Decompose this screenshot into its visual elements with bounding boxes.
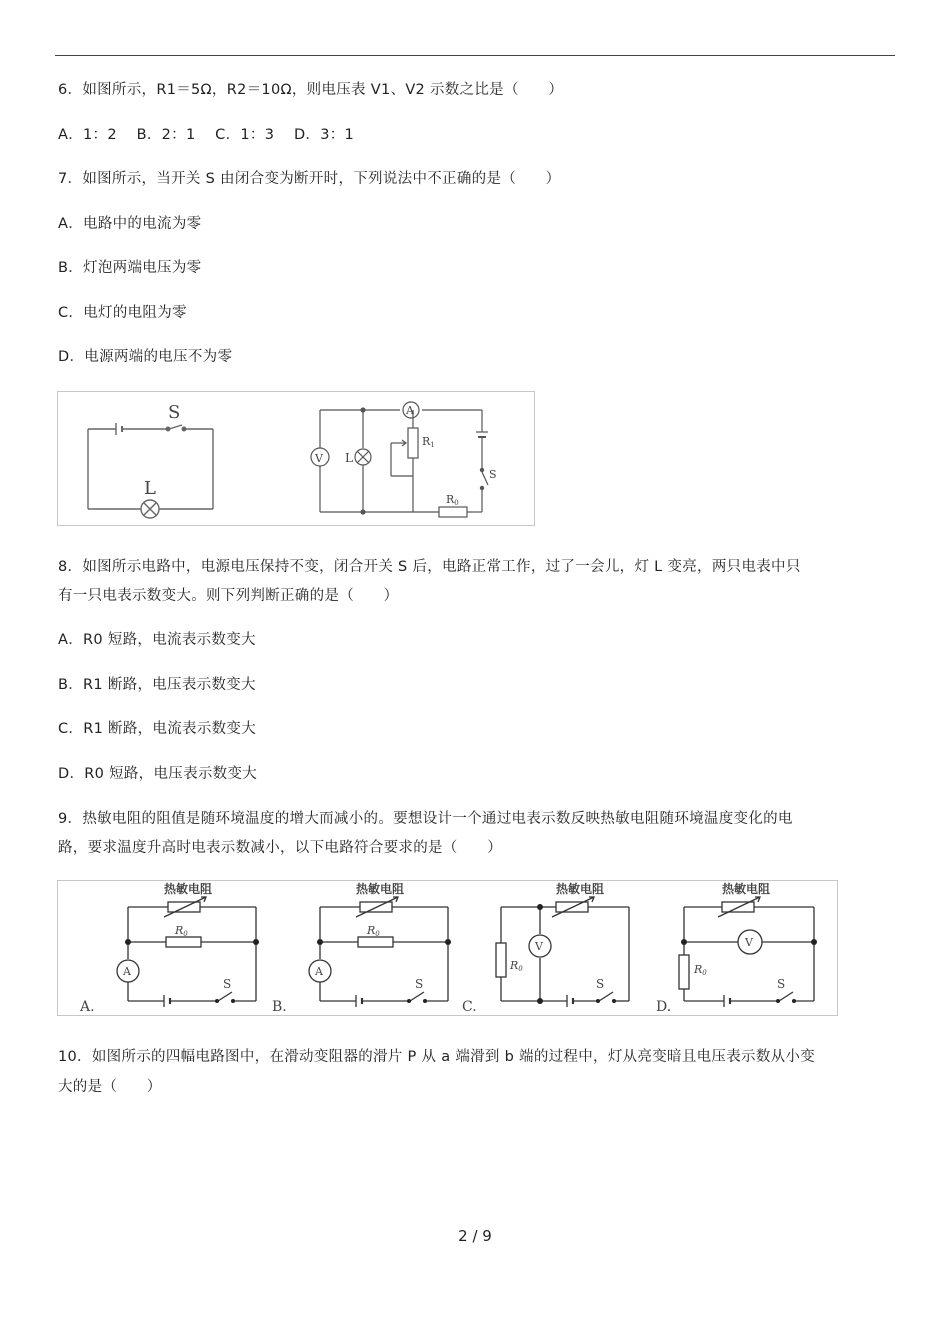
q6-stem: 6．如图所示，R1＝5Ω，R2＝10Ω，则电压表 V1、V2 示数之比是（ ）: [58, 82, 564, 98]
switch-label: S: [489, 468, 497, 481]
r0-label: R0: [694, 963, 707, 977]
r0-label: R0: [510, 959, 523, 973]
voltmeter-symbol: V: [535, 940, 543, 953]
q7-stem: 7．如图所示，当开关 S 由闭合变为断开时，下列说法中不正确的是（ ）: [58, 171, 561, 187]
r0-label: R0: [175, 924, 188, 938]
r0-label: R0: [446, 493, 459, 507]
option-d-label: D.: [656, 999, 672, 1015]
option-c-label: C.: [462, 999, 477, 1015]
header-rule: [55, 55, 895, 56]
q7-option-a: A．电路中的电流为零: [58, 216, 202, 232]
thermistor-label: 热敏电阻: [556, 882, 605, 896]
q7-option-c: C．电灯的电阻为零: [58, 305, 187, 321]
thermistor-label: 热敏电阻: [722, 882, 771, 896]
q10-stem-line1: 10．如图所示的四幅电路图中，在滑动变阻器的滑片 P 从 a 端滑到 b 端的过程中，灯从亮变暗且电压表示数从小变: [58, 1049, 816, 1065]
series-circuit-diagram: [88, 423, 213, 518]
switch-label: S: [223, 977, 232, 991]
circuit-option-c: [462, 881, 629, 1015]
q8-option-b: B．R1 断路，电压表示数变大: [58, 677, 256, 693]
option-b-label: B.: [272, 999, 287, 1015]
q8-option-a: A．R0 短路，电流表示数变大: [58, 632, 256, 648]
ammeter-symbol: A: [315, 965, 323, 978]
ammeter-symbol: A: [123, 965, 131, 978]
switch-label: S: [415, 977, 424, 991]
q8-option-d: D．R0 短路，电压表示数变大: [58, 766, 258, 782]
switch-label: S: [596, 977, 605, 991]
q10-stem-line2: 大的是（ ）: [58, 1079, 162, 1095]
q7-option-d: D．电源两端的电压不为零: [58, 349, 233, 365]
circuit-option-a: [79, 881, 259, 1015]
q8-stem-line2: 有一只电表示数变大。则下列判断正确的是（ ）: [58, 588, 399, 604]
r0-label: R0: [367, 924, 380, 938]
lamp-label: L: [345, 451, 353, 465]
circuit-option-d: [656, 881, 817, 1015]
page-number: 2 / 9: [458, 1227, 492, 1245]
switch-label: S: [168, 402, 181, 423]
option-a-label: A.: [80, 999, 95, 1015]
q6-options: A．1：2 B．2：1 C．1：3 D．3：1: [58, 127, 355, 143]
ammeter-symbol: A: [406, 404, 414, 417]
lamp-label: L: [144, 478, 156, 499]
q8-stem-line1: 8．如图所示电路中，电源电压保持不变，闭合开关 S 后，电路正常工作，过了一会儿，灯 L 变亮，两只电表中只: [58, 559, 801, 575]
r1-label: R1: [422, 435, 435, 449]
voltmeter-symbol: V: [315, 452, 323, 465]
thermistor-label: 热敏电阻: [164, 882, 213, 896]
circuit-figure-row: [57, 391, 535, 526]
meter-circuit-diagram: [311, 402, 488, 517]
switch-label: S: [777, 977, 786, 991]
q8-option-c: C．R1 断路，电流表示数变大: [58, 721, 257, 737]
thermistor-circuits-figure: [57, 880, 838, 1016]
circuit-option-b: [272, 881, 451, 1015]
q9-stem-line2: 路，要求温度升高时电表示数减小，以下电路符合要求的是（ ）: [58, 840, 502, 856]
voltmeter-symbol: V: [745, 936, 753, 949]
thermistor-label: 热敏电阻: [356, 882, 405, 896]
q7-option-b: B．灯泡两端电压为零: [58, 260, 202, 276]
q9-stem-line1: 9．热敏电阻的阻值是随环境温度的增大而减小的。要想设计一个通过电表示数反映热敏电阻随环境温度变化的电: [58, 811, 793, 827]
